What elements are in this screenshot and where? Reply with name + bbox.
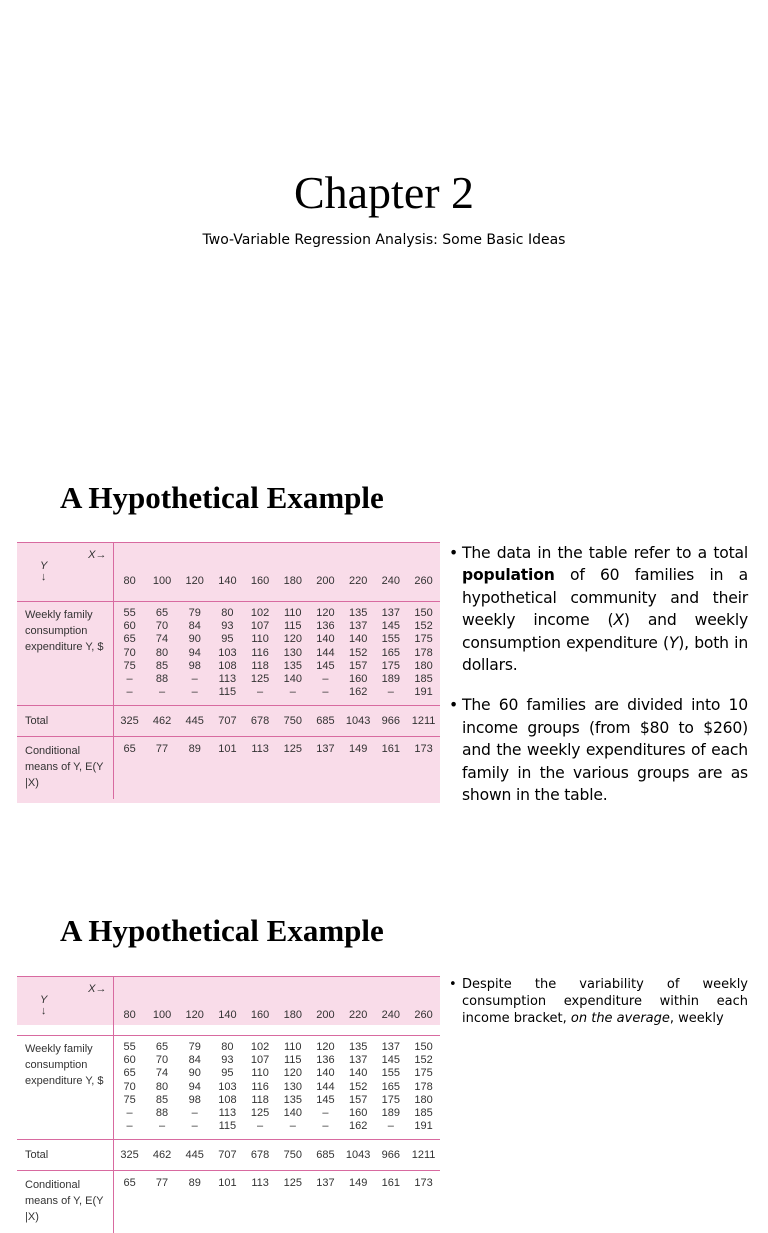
conditional-mean-cell: 173 [407, 737, 440, 800]
income-level-cell: 200 [316, 575, 335, 587]
data-table-panel [17, 976, 440, 1224]
income-level-cell: 180 [283, 1009, 302, 1021]
income-level-cell: 120 [185, 575, 204, 587]
expenditure-cell: 135 137 140 152 157 160 162 [342, 1036, 375, 1140]
conditional-mean-cell: 113 [244, 737, 277, 800]
total-cell: 685 [309, 1140, 342, 1171]
total-cell: 707 [211, 706, 244, 737]
income-level-cell: 240 [381, 575, 401, 587]
x-axis-label: X→ [88, 549, 107, 561]
total-cell: 1043 [342, 706, 375, 737]
total-cell: 678 [244, 1140, 277, 1171]
conditional-mean-cell: 149 [342, 1171, 375, 1233]
income-level-cell: 180 [283, 575, 302, 587]
expenditure-cell: 65 70 74 80 85 88 – [146, 1036, 179, 1140]
total-cell: 678 [244, 706, 277, 737]
expenditure-cell: 102 107 110 116 118 125 – [244, 1036, 277, 1140]
conditional-mean-cell: 77 [146, 737, 179, 800]
conditional-mean-cell: 173 [407, 1171, 440, 1233]
expenditure-cell: 110 115 120 130 135 140 – [276, 602, 309, 706]
total-cell: 1211 [407, 1140, 440, 1171]
expenditure-cell: 55 60 65 70 75 – – [113, 602, 146, 706]
total-cell: 750 [276, 706, 309, 737]
bullet-list [448, 976, 748, 1027]
conditional-mean-cell: 149 [342, 737, 375, 800]
expenditure-cell: 120 136 140 144 145 – – [309, 602, 342, 706]
conditional-mean-cell: 89 [178, 737, 211, 800]
total-cell: 750 [276, 1140, 309, 1171]
income-level-cell: 100 [152, 1009, 172, 1021]
conditional-mean-cell: 65 [113, 1171, 146, 1233]
conditional-mean-cell: 101 [211, 1171, 244, 1233]
expenditure-row [17, 602, 440, 706]
expenditure-cell: 102 107 110 116 118 125 – [244, 602, 277, 706]
expenditure-row [17, 1036, 440, 1140]
conditional-mean-cell: 125 [276, 1171, 309, 1233]
bullet-item: • Despite the variability of weekly consumption expenditure within each income bracket, on the average, weekly [448, 976, 748, 1027]
conditional-mean-cell: 113 [244, 1171, 277, 1233]
expenditure-cell: 110 115 120 130 135 140 – [276, 1036, 309, 1140]
expenditure-cell: 135 137 140 152 157 160 162 [342, 602, 375, 706]
income-header-row [17, 977, 440, 1036]
income-level-cell: 120 [185, 1009, 204, 1021]
total-label: Total [17, 1140, 113, 1171]
income-level-cell: 160 [250, 1009, 270, 1021]
income-level-cell: 260 [414, 575, 433, 587]
income-level-cell: 100 [152, 575, 172, 587]
expenditure-cell: 120 136 140 144 145 – – [309, 1036, 342, 1140]
total-cell: 685 [309, 706, 342, 737]
bullet-item: • The data in the table refer to a total population of 60 families in a hypothetical community and their weekly income (X) and weekly consumption expenditure (Y), both in dollars. [448, 542, 748, 676]
chapter-subtitle: Two-Variable Regression Analysis: Some Basic Ideas [202, 232, 566, 248]
conditional-means-label: Conditional means of Y, E(Y |X) [17, 1171, 113, 1233]
total-cell: 707 [211, 1140, 244, 1171]
income-level-cell: 80 [123, 1009, 136, 1021]
conditional-mean-cell: 125 [276, 737, 309, 800]
chapter-title: Chapter 2 [293, 167, 475, 218]
income-level-cell: 80 [123, 575, 136, 587]
expenditure-table [17, 543, 440, 799]
total-cell: 966 [375, 1140, 408, 1171]
section-heading: A Hypothetical Example [60, 480, 384, 515]
total-cell: 1211 [407, 706, 440, 737]
total-row [17, 1140, 440, 1171]
total-cell: 1043 [342, 1140, 375, 1171]
conditional-mean-cell: 137 [309, 737, 342, 800]
income-level-cell: 140 [218, 1009, 237, 1021]
income-level-cell: 160 [250, 575, 270, 587]
axis-label-cell [17, 977, 113, 1036]
x-axis-label: X→ [88, 983, 107, 995]
total-cell: 325 [113, 706, 146, 737]
total-label: Total [17, 706, 113, 737]
total-cell: 445 [178, 706, 211, 737]
conditional-mean-cell: 161 [375, 737, 408, 800]
income-level-cell: 200 [316, 1009, 335, 1021]
conditional-mean-cell: 65 [113, 737, 146, 800]
data-table-panel [17, 542, 440, 803]
conditional-means-row [17, 737, 440, 800]
total-cell: 462 [146, 1140, 179, 1171]
axis-label-cell [17, 543, 113, 602]
expenditure-cell: 150 152 175 178 180 185 191 [407, 1036, 440, 1140]
y-axis-label: Y ↓ [40, 994, 48, 1017]
bullet-item: • The 60 families are divided into 10 income groups (from $80 to $260) and the weekly expenditures of each family in the various groups are as shown in the table. [448, 694, 748, 806]
expenditure-cell: 79 84 90 94 98 – – [178, 602, 211, 706]
conditional-means-label: Conditional means of Y, E(Y |X) [17, 737, 113, 800]
income-level-cell: 140 [218, 575, 237, 587]
total-cell: 445 [178, 1140, 211, 1171]
expenditure-cell: 65 70 74 80 85 88 – [146, 602, 179, 706]
conditional-mean-cell: 161 [375, 1171, 408, 1233]
income-level-cell: 260 [414, 1009, 433, 1021]
expenditure-table [17, 977, 440, 1233]
expenditure-cell: 80 93 95 103 108 113 115 [211, 602, 244, 706]
income-level-cell: 240 [381, 1009, 401, 1021]
income-level-cell: 220 [348, 1009, 368, 1021]
total-cell: 462 [146, 706, 179, 737]
y-axis-label: Y ↓ [40, 560, 48, 583]
total-cell: 325 [113, 1140, 146, 1171]
section-heading: A Hypothetical Example [60, 913, 384, 948]
expenditure-cell: 150 152 175 178 180 185 191 [407, 602, 440, 706]
total-row [17, 706, 440, 737]
conditional-mean-cell: 77 [146, 1171, 179, 1233]
income-level-cell: 220 [348, 575, 368, 587]
expenditure-cell: 80 93 95 103 108 113 115 [211, 1036, 244, 1140]
expenditure-label: Weekly family consumption expenditure Y, $ [17, 602, 113, 706]
expenditure-cell: 137 145 155 165 175 189 – [375, 1036, 408, 1140]
expenditure-cell: 55 60 65 70 75 – – [113, 1036, 146, 1140]
conditional-mean-cell: 137 [309, 1171, 342, 1233]
total-cell: 966 [375, 706, 408, 737]
expenditure-label: Weekly family consumption expenditure Y, $ [17, 1036, 113, 1140]
expenditure-cell: 79 84 90 94 98 – – [178, 1036, 211, 1140]
income-header-row [17, 543, 440, 602]
conditional-mean-cell: 89 [178, 1171, 211, 1233]
conditional-mean-cell: 101 [211, 737, 244, 800]
bullet-list [448, 542, 748, 806]
expenditure-cell: 137 145 155 165 175 189 – [375, 602, 408, 706]
conditional-means-row [17, 1171, 440, 1233]
